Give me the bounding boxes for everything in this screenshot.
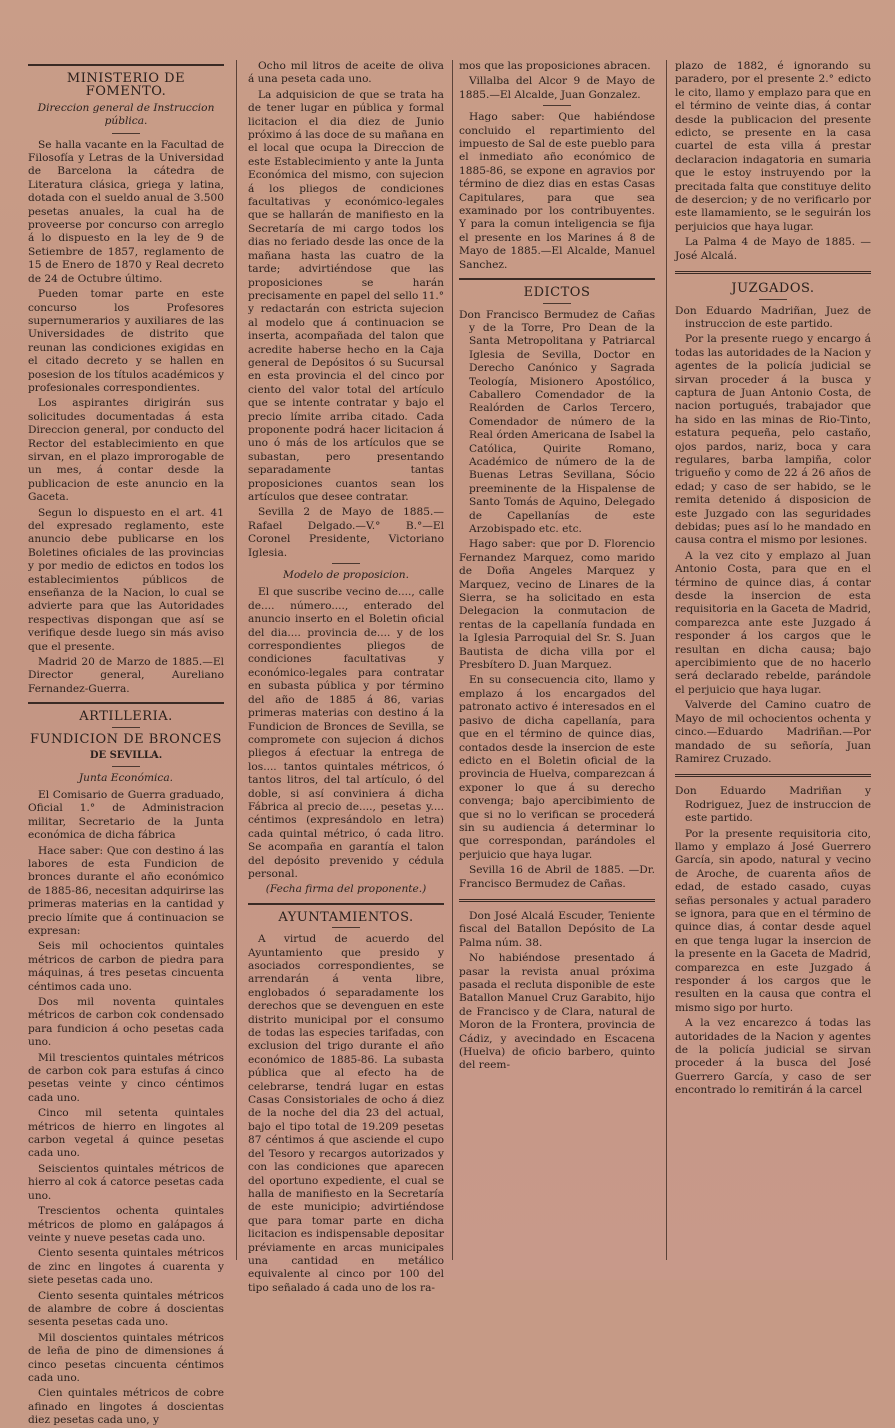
- paragraph: A la vez encarezco á todas las autoridades de la Nacion y agentes de la policía judicial se sirvan proceder á la busca del José Guerrero García, y caso de ser encontrado lo remitirán á la carcel: [675, 1017, 871, 1097]
- signature-line: (Fecha firma del proponente.): [265, 883, 427, 896]
- paragraph: El Comisario de Guerra graduado, Oficial 1.° de Administracion militar, Secretario de la Junta económica de dicha fábrica: [28, 788, 224, 842]
- column-3: [459, 60, 655, 1275]
- paragraph: A virtud de acuerdo del Ayuntamiento que presido y asociados correspondientes, se arrendarán á venta libre, englobados ó separadamente los derechos que se devenguen en este distrito municipal por el consumo de todas las especies tarifadas, con exclusion del trigo durante el año económico de 1885-86. La subasta pública que al efecto ha de celebrarse, tendrá lugar en estas Casas Consistoriales de ocho á diez de la noche del dia 23 del actual, bajo el tipo total de 19.209 pesetas 87 céntimos á que asciende el cupo del Tesoro y recargos autorizados y con las condiciones que aparecen del oportuno expediente, el cual se halla de manifiesto en la Secretaría de este municipio; advirtiéndose que para tomar parte en dicha licitacion es indispensable depositar préviamente en arcas municipales una cantidad en metálico equivalente al cinco por 100 del tipo señalado á cada uno de los ra-: [248, 933, 444, 1294]
- separator-double: [459, 899, 655, 902]
- paragraph: Villalba del Alcor 9 de Mayo de 1885.—El Alcalde, Juan Gonzalez.: [459, 75, 655, 101]
- section-title-juzgados: JUZGADOS.: [731, 281, 815, 297]
- top-rule: [28, 64, 224, 66]
- separator: [759, 299, 787, 300]
- section-title-edictos: EDICTOS: [523, 285, 591, 301]
- column-1: [28, 60, 224, 1427]
- paragraph: Por la presente requisitoria cito, llamo y emplazo á José Guerrero García, sin apodo, natural y vecino de Aroche, de cuarenta años de edad, de estado casado, cuyas señas personales y actual paradero se ignora, para que en el término de quince dias, á contar desde aquel en que tenga lugar la insercion de la presente en la Gaceta de Madrid, comparezca en este Juzgado á responder á los cargos que le resulten en la causa que contra el mismo sigo por hurto.: [675, 827, 871, 1014]
- section-rule: [248, 903, 444, 905]
- paragraph: Seiscientos quintales métricos de hierro al cok á catorce pesetas cada uno.: [28, 1162, 224, 1202]
- paragraph: Los aspirantes dirigirán sus solicitudes documentadas á esta Direccion general, por conducto del Rector del establecimiento en que sirvan, en el plazo improrogable de un mes, á contar desde la publicacion de este anuncio en la Gaceta.: [28, 397, 224, 504]
- paragraph: El que suscribe vecino de...., calle de.... número...., enterado del anuncio inserto en el Boletin oficial del dia.... provincia de.... y de los correspondientes pliegos de condiciones facultativas y económico-legales para contratar en subasta pública y por término del año de 1885 á 86, varias primeras materias con destino á la Fundicion de Bronces de Sevilla, se compromete con sujecion á dichos pliegos á efectuar la entrega de los.... tantos quintales métricos, ó tantos litros, del tal artículo, ó del doble, si así conviniera á dicha Fábrica al precio de...., pesetas y.... céntimos (expresándolo en letra) cada quintal métrico, ó cada litro. Se acompaña en garantía el talon del depósito prevenido y cédula personal.: [248, 586, 444, 880]
- paragraph: Hago saber: Que habiéndose concluido el repartimiento del impuesto de Sal de este pueblo para el inmediato año económico de 1885-86, se expone en agravios por término de diez dias en estas Casas Capitulares, para que sea examinado por los contribuyentes. Y para la comun inteligencia se fija el presente en los Marines á 8 de Mayo de 1885.—El Alcalde, Manuel Sanchez.: [459, 111, 655, 271]
- separator: [112, 133, 140, 134]
- section-title-artilleria: ARTILLERIA.: [79, 709, 173, 725]
- section-title-ayuntamientos: AYUNTAMIENTOS.: [278, 909, 414, 925]
- column-4: [675, 60, 871, 1275]
- paragraph: La Palma 4 de Mayo de 1885. —José Alcalá.: [675, 236, 871, 262]
- paragraph: Trescientos ochenta quintales métricos de plomo en galápagos á veinte y nueve pesetas cada uno.: [28, 1205, 224, 1244]
- separator: [112, 766, 140, 767]
- section-rule: [28, 702, 224, 704]
- separator: [332, 927, 360, 928]
- paragraph: La adquisicion de que se trata ha de tener lugar en pública y formal licitacion el dia diez de Junio próximo á las doce de su mañana en el local que ocupa la Direccion de este Establecimiento y ante la Junta Económica del mismo, con sujecion á los pliegos de condiciones facultativas y económico-legales que se hallarán de manifiesto en la Secretaría de mi cargo todos los dias no feriado desde las once de la mañana hasta las cuatro de la tarde; advirtiéndose que las proposiciones se harán precisamente en papel del sello 11.° y redactarán con estricta sujecion al modelo que á continuacion se inserta, acompañada del talon que acredite haberse hecho en la Caja general de Depósitos ó su Sucursal en esta provincia el del cinco por ciento del valor total del artículo que se intente contratar y bajo el precio límite arriba citado. Cada proponente podrá hacer licitacion á uno ó más de los artículos que se subastan, pero presentando separadamente tantas proposiciones cuantos sean los artículos que desee contratar.: [248, 88, 444, 503]
- paragraph: Don Eduardo Madriñan y Rodriguez, Juez de instruccion de este partido.: [675, 785, 871, 825]
- paragraph: Segun lo dispuesto en el art. 41 del expresado reglamento, este anuncio debe publicarse en los Boletines oficiales de las provincias y por medio de edictos en todos los establecimientos públicos de enseñanza de la Nacion, lo cual se advierte para que las Autoridades respectivas dispongan que así se verifique desde luego sin más aviso que el presente.: [28, 506, 224, 653]
- column-divider: [452, 60, 454, 1260]
- paragraph: Don Eduardo Madriñan, Juez de instruccion de este partido.: [675, 304, 871, 330]
- section-subtitle-junta: Junta Económica.: [78, 771, 174, 784]
- paragraph: Mil trescientos quintales métricos de carbon cok para estufas á cinco pesetas veinte y cinco céntimos cada uno.: [28, 1051, 224, 1104]
- section-rule: [459, 278, 655, 280]
- paragraph: Cinco mil setenta quintales métricos de hierro en lingotes al carbon vegetal á quince pesetas cada uno.: [28, 1107, 224, 1160]
- paragraph: Ciento sesenta quintales métricos de alambre de cobre á doscientas sesenta pesetas cada uno.: [28, 1289, 224, 1329]
- column-divider: [666, 60, 668, 1260]
- paragraph: Dos mil noventa quintales métricos de carbon cok condensado para fundicion á ocho pesetas cada uno.: [28, 996, 224, 1049]
- section-subtitle: Direccion general de Instruccion pública.: [37, 101, 215, 128]
- section-subtitle-modelo: Modelo de proposicion.: [283, 569, 409, 582]
- section-title-fundicion: FUNDICION DE BRONCES: [30, 731, 222, 747]
- column-2: [248, 60, 444, 1294]
- paragraph: Sevilla 16 de Abril de 1885. —Dr. Francisco Bermudez de Cañas.: [459, 864, 655, 890]
- paragraph: Hago saber: que por D. Florencio Fernandez Marquez, como marido de Doña Angeles Marquez y Marquez, vecino de Linares de la Sierra, se ha solicitado en esta Delegacion la conmutacion de rentas de la capellanía fundada en la Iglesia Parroquial del Sr. S. Juan Bautista de dicha villa por el Presbítero D. Juan Marquez.: [459, 538, 655, 672]
- paragraph: Don Francisco Bermudez de Cañas y de la Torre, Pro Dean de la Santa Metropolitana y Patriarcal Iglesia de Sevilla, Doctor en Derecho Canónico y Sagrada Teología, Misionero Apostólico, Caballero Comendador de la Realórden de Carlos Tercero, Comendador de número de la Real órden Americana de Isabel la Católica, Quirite Romano, Académico de número de la de Buenas Letras Sevillana, Sócio preeminente de la Hispalense de Santo Tomás de Aquino, Delegado de Capellanías de este Arzobispado etc. etc.: [459, 308, 655, 535]
- separator: [112, 727, 140, 728]
- paragraph: Pueden tomar parte en este concurso los Profesores supernumerarios y auxiliares de las Universidades de distrito que reunan las condiciones exigidas en el citado decreto y se hallen en posesion de los títulos académicos y profesionales correspondientes.: [28, 288, 224, 394]
- separator: [332, 563, 360, 564]
- paragraph: Se halla vacante en la Facultad de Filosofía y Letras de la Universidad de Barcelona la cátedra de Literatura clásica, griega y latina, dotada con el sueldo anual de 3.500 pesetas anuales, la cual ha de proveerse por concurso con arreglo á lo dispuesto en la ley de 9 de Setiembre de 1857, reglamento de 15 de Enero de 1870 y Real decreto de 24 de Octubre último.: [28, 138, 224, 285]
- paragraph: Ocho mil litros de aceite de oliva á una peseta cada uno.: [248, 60, 444, 86]
- section-subtitle-sevilla: DE SEVILLA.: [89, 750, 163, 762]
- paragraph: mos que las proposiciones abracen.: [459, 60, 651, 72]
- paragraph: No habiéndose presentado á pasar la revista anual próxima pasada el recluta disponible de este Batallon Manuel Cruz Garabito, hijo de Francisco y de Clara, natural de Moron de la Frontera, provincia de Cádiz, y avecindado en Escacena (Huelva) de oficio barbero, quinto del reem-: [459, 952, 655, 1072]
- paragraph: Hace saber: Que con destino á las labores de esta Fundicion de bronces durante el año económico de 1885-86, necesitan adquirirse las primeras materias en la cantidad y precio límite que á continuacion se expresan:: [28, 844, 224, 937]
- paragraph: Mil doscientos quintales métricos de leña de pino de dimensiones á cinco pesetas cincuenta céntimos cada uno.: [28, 1331, 224, 1384]
- paragraph: En su consecuencia cito, llamo y emplazo á los encargados del patronato activo é interesados en el pasivo de dicha capellanía, para que en el término de quince dias, contados desde la insercion de este edicto en el Boletin oficial de la provincia de Huelva, comparezcan á exponer lo que á su derecho convenga; bajo apercibimiento de que si no lo verifican se procederá sin su audiencia á determinar lo que correspondan, parándoles el perjuicio que haya lugar.: [459, 674, 655, 861]
- paragraph: A la vez cito y emplazo al Juan Antonio Costa, para que en el término de quince dias, á contar desde la insercion de esta requisitoria en la Gaceta de Madrid, comparezca ante este Juzgado á responder á los cargos que le resultan en dicha causa; bajo apercibimiento que de no hacerlo será declarado rebelde, parándole el perjuicio que haya lugar.: [675, 549, 871, 696]
- separator-double: [675, 271, 871, 274]
- paragraph: Ciento sesenta quintales métricos de zinc en lingotes á cuarenta y siete pesetas cada uno.: [28, 1247, 224, 1287]
- paragraph: Cien quintales métricos de cobre afinado en lingotes á doscientas diez pesetas cada uno, y: [28, 1387, 224, 1427]
- column-divider: [236, 60, 238, 1260]
- paragraph: Don José Alcalá Escuder, Teniente fiscal del Batallon Depósito de La Palma núm. 38.: [459, 909, 655, 949]
- separator: [543, 105, 571, 106]
- paragraph: Seis mil ochocientos quintales métricos de carbon de piedra para máquinas, á tres pesetas cincuenta céntimos cada uno.: [28, 940, 224, 993]
- paragraph: Valverde del Camino cuatro de Mayo de mil ochocientos ochenta y cinco.—Eduardo Madriñan.—Por mandado de su señoría, Juan Ramirez Cruzado.: [675, 699, 871, 765]
- section-title-fomento: MINISTERIO DE FOMENTO.: [66, 71, 186, 100]
- paragraph: Por la presente ruego y encargo á todas las autoridades de la Nacion y agentes de la policía judicial se sirvan proceder á la busca y captura de Juan Antonio Costa, de nacion portugués, trabajador que ha sido en las minas de Rio-Tinto, estatura pequeña, pelo castaño, ojos pardos, nariz, boca y cara regulares, barba lampiña, color trigueño y como de 22 á 26 años de edad; y caso de ser habido, se le remita detenido á disposicion de este Juzgado con las seguridades debidas; pues así lo he mandado en causa contra el mismo por lesiones.: [675, 333, 871, 547]
- paragraph: Madrid 20 de Marzo de 1885.—El Director general, Aureliano Fernandez-Guerra.: [28, 656, 224, 695]
- separator: [543, 303, 571, 304]
- paragraph: Sevilla 2 de Mayo de 1885.—Rafael Delgado.—V.° B.°—El Coronel Presidente, Victoriano Iglesia.: [248, 506, 444, 559]
- separator-double: [675, 774, 871, 777]
- paragraph: plazo de 1882, é ignorando su paradero, por el presente 2.° edicto le cito, llamo y emplazo para que en el término de veinte dias, á contar desde la publicacion del presente edicto, se presente en la casa cuartel de esta villa á prestar declaracion indagatoria en sumaria que le estoy instruyendo por la precitada falta que constituye delito de desercion; y de no verificarlo por este llamamiento, se le seguirán los perjuicios que haya lugar.: [675, 60, 871, 233]
